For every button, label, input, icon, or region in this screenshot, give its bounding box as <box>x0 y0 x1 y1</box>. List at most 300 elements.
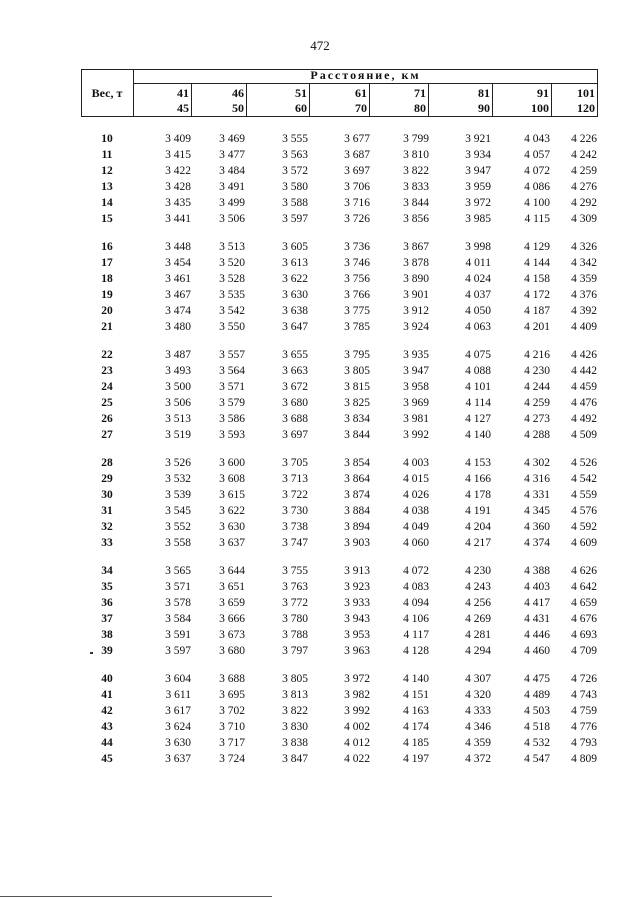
weight-cell: 17 <box>101 257 113 269</box>
rate-cell: 3 780 <box>282 613 308 625</box>
rate-cell: 3 591 <box>165 629 191 641</box>
weight-cell: 11 <box>101 149 113 161</box>
rate-cell: 3 630 <box>219 521 245 533</box>
rate-cell: 3 637 <box>219 537 245 549</box>
rate-cell: 3 597 <box>165 645 191 657</box>
rate-cell: 3 958 <box>403 381 429 393</box>
table-row <box>81 471 598 487</box>
rate-cell: 3 647 <box>282 321 308 333</box>
row-group <box>81 671 598 767</box>
rate-cell: 3 706 <box>344 181 370 193</box>
rate-cell: 4 509 <box>571 429 597 441</box>
rate-cell: 4 038 <box>403 505 429 517</box>
rate-cell: 3 613 <box>282 257 308 269</box>
row-group <box>81 563 598 659</box>
rate-cell: 3 500 <box>165 381 191 393</box>
rate-cell: 4 244 <box>524 381 550 393</box>
rate-cell: 3 830 <box>282 721 308 733</box>
rate-cell: 4 100 <box>524 197 550 209</box>
rate-cell: 3 441 <box>165 213 191 225</box>
rate-cell: 3 526 <box>165 457 191 469</box>
rate-cell: 4 276 <box>571 181 597 193</box>
rate-cell: 3 947 <box>403 365 429 377</box>
rate-cell: 3 487 <box>165 349 191 361</box>
weight-cell: 14 <box>101 197 113 209</box>
rate-cell: 4 392 <box>571 305 597 317</box>
rate-cell: 3 499 <box>219 197 245 209</box>
rate-cell: 3 480 <box>165 321 191 333</box>
rate-cell: 4 011 <box>465 257 491 269</box>
rate-cell: 3 630 <box>165 737 191 749</box>
rate-cell: 4 158 <box>524 273 550 285</box>
rate-cell: 3 998 <box>465 241 491 253</box>
rate-cell: 3 884 <box>344 505 370 517</box>
weight-cell: 28 <box>101 457 113 469</box>
rate-cell: 4 526 <box>571 457 597 469</box>
rate-cell: 4 809 <box>571 753 597 765</box>
rate-cell: 3 687 <box>344 149 370 161</box>
rate-cell: 4 609 <box>571 537 597 549</box>
rate-cell: 3 697 <box>344 165 370 177</box>
rate-cell: 3 688 <box>219 673 245 685</box>
rate-cell: 3 461 <box>165 273 191 285</box>
rate-cell: 4 086 <box>524 181 550 193</box>
rate-cell: 3 680 <box>219 645 245 657</box>
table-row <box>81 395 598 411</box>
rate-cell: 4 015 <box>403 473 429 485</box>
rate-cell: 3 934 <box>465 149 491 161</box>
rate-cell: 3 409 <box>165 133 191 145</box>
rate-cell: 3 834 <box>344 413 370 425</box>
table-row <box>81 319 598 335</box>
rate-cell: 3 717 <box>219 737 245 749</box>
rate-cell: 3 702 <box>219 705 245 717</box>
footer-rule <box>0 896 272 897</box>
rate-cell: 4 359 <box>465 737 491 749</box>
page-number: 472 <box>310 38 330 53</box>
table-row <box>81 703 598 719</box>
weight-cell: 12 <box>101 165 113 177</box>
rate-cell: 3 428 <box>165 181 191 193</box>
rate-cell: 3 972 <box>465 197 491 209</box>
rate-cell: 4 476 <box>571 397 597 409</box>
rate-cell: 3 637 <box>165 753 191 765</box>
rate-cell: 3 555 <box>282 133 308 145</box>
rate-cell: 4 743 <box>571 689 597 701</box>
rate-cell: 3 677 <box>344 133 370 145</box>
table-row <box>81 195 598 211</box>
rate-cell: 4 359 <box>571 273 597 285</box>
rate-cell: 4 281 <box>465 629 491 641</box>
rate-cell: 3 448 <box>165 241 191 253</box>
rate-cell: 4 117 <box>403 629 429 641</box>
rate-cell: 4 088 <box>465 365 491 377</box>
rate-cell: 3 571 <box>165 581 191 593</box>
table-row <box>81 751 598 767</box>
table-row <box>81 519 598 535</box>
rate-cell: 3 474 <box>165 305 191 317</box>
weight-cell: 25 <box>101 397 113 409</box>
rate-cell: 3 844 <box>403 197 429 209</box>
rate-cell: 4 072 <box>403 565 429 577</box>
weight-cell: 35 <box>101 581 113 593</box>
weight-cell: 29 <box>101 473 113 485</box>
rate-cell: 3 813 <box>282 689 308 701</box>
rate-cell: 3 422 <box>165 165 191 177</box>
rate-cell: 4 230 <box>465 565 491 577</box>
rate-cell: 4 346 <box>465 721 491 733</box>
weight-cell: 40 <box>101 673 113 685</box>
rate-cell: 3 822 <box>282 705 308 717</box>
rate-cell: 3 797 <box>282 645 308 657</box>
weight-cell: 39 <box>101 645 113 657</box>
rate-cell: 3 604 <box>165 673 191 685</box>
table-row <box>81 735 598 751</box>
rate-cell: 3 747 <box>282 537 308 549</box>
rate-cell: 3 673 <box>219 629 245 641</box>
weight-cell: 19 <box>101 289 113 301</box>
weight-cell: 37 <box>101 613 113 625</box>
table-row <box>81 611 598 627</box>
rate-cell: 4 726 <box>571 673 597 685</box>
rate-cell: 3 716 <box>344 197 370 209</box>
rate-cell: 4 043 <box>524 133 550 145</box>
weight-cell: 15 <box>101 213 113 225</box>
rate-cell: 4 012 <box>344 737 370 749</box>
rate-cell: 4 204 <box>465 521 491 533</box>
rate-cell: 4 294 <box>465 645 491 657</box>
weight-cell: 18 <box>101 273 113 285</box>
weight-cell: 31 <box>101 505 113 517</box>
rate-cell: 4 642 <box>571 581 597 593</box>
weight-cell: 22 <box>101 349 113 361</box>
rate-cell: 4 002 <box>344 721 370 733</box>
rate-cell: 4 475 <box>524 673 550 685</box>
rate-cell: 3 622 <box>219 505 245 517</box>
rate-cell: 3 943 <box>344 613 370 625</box>
rate-cell: 3 924 <box>403 321 429 333</box>
rate-cell: 4 409 <box>571 321 597 333</box>
rate-cell: 4 216 <box>524 349 550 361</box>
rate-cell: 3 923 <box>344 581 370 593</box>
rate-cell: 3 775 <box>344 305 370 317</box>
rate-cell: 3 484 <box>219 165 245 177</box>
rate-cell: 4 128 <box>403 645 429 657</box>
weight-cell: 24 <box>101 381 113 393</box>
weight-cell: 16 <box>101 241 113 253</box>
rate-cell: 3 844 <box>344 429 370 441</box>
rate-cell: 3 588 <box>282 197 308 209</box>
rate-cell: 3 535 <box>219 289 245 301</box>
rate-cell: 3 822 <box>403 165 429 177</box>
rate-cell: 3 467 <box>165 289 191 301</box>
rate-cell: 3 532 <box>165 473 191 485</box>
rate-cell: 3 953 <box>344 629 370 641</box>
rate-cell: 3 615 <box>219 489 245 501</box>
range-from: 41 <box>177 86 189 100</box>
rate-cell: 3 558 <box>165 537 191 549</box>
rate-cell: 4 376 <box>571 289 597 301</box>
rate-cell: 3 557 <box>219 349 245 361</box>
rate-cell: 3 854 <box>344 457 370 469</box>
freight-table-body <box>81 131 598 779</box>
rate-cell: 3 617 <box>165 705 191 717</box>
row-group <box>81 239 598 335</box>
rate-cell: 3 933 <box>344 597 370 609</box>
rate-cell: 3 584 <box>165 613 191 625</box>
rate-cell: 3 901 <box>403 289 429 301</box>
range-to: 100 <box>531 101 549 115</box>
rate-cell: 3 972 <box>344 673 370 685</box>
rate-cell: 4 403 <box>524 581 550 593</box>
row-group <box>81 347 598 443</box>
rate-cell: 3 736 <box>344 241 370 253</box>
table-row <box>81 287 598 303</box>
rate-cell: 3 724 <box>219 753 245 765</box>
range-from: 61 <box>355 86 367 100</box>
rate-cell: 4 309 <box>571 213 597 225</box>
rate-cell: 3 805 <box>344 365 370 377</box>
rate-cell: 4 057 <box>524 149 550 161</box>
rate-cell: 3 493 <box>165 365 191 377</box>
rate-cell: 3 513 <box>165 413 191 425</box>
table-row <box>81 687 598 703</box>
weight-cell: 20 <box>101 305 113 317</box>
rate-cell: 4 709 <box>571 645 597 657</box>
rate-cell: 4 693 <box>571 629 597 641</box>
rate-cell: 4 442 <box>571 365 597 377</box>
range-from: 71 <box>414 86 426 100</box>
rate-cell: 4 431 <box>524 613 550 625</box>
rate-cell: 3 746 <box>344 257 370 269</box>
rate-cell: 3 890 <box>403 273 429 285</box>
rate-cell: 3 959 <box>465 181 491 193</box>
range-from: 46 <box>232 86 244 100</box>
table-row <box>81 487 598 503</box>
rate-cell: 4 417 <box>524 597 550 609</box>
rate-cell: 4 460 <box>524 645 550 657</box>
rate-cell: 3 563 <box>282 149 308 161</box>
rate-cell: 3 663 <box>282 365 308 377</box>
rate-cell: 4 489 <box>524 689 550 701</box>
rate-cell: 3 805 <box>282 673 308 685</box>
rate-cell: 3 469 <box>219 133 245 145</box>
rate-cell: 3 608 <box>219 473 245 485</box>
rate-cell: 3 630 <box>282 289 308 301</box>
rate-cell: 4 626 <box>571 565 597 577</box>
table-row <box>81 255 598 271</box>
table-row <box>81 503 598 519</box>
rate-cell: 3 659 <box>219 597 245 609</box>
range-from: 81 <box>478 86 490 100</box>
rate-cell: 3 680 <box>282 397 308 409</box>
rate-cell: 4 259 <box>571 165 597 177</box>
rate-cell: 4 187 <box>524 305 550 317</box>
rate-cell: 3 772 <box>282 597 308 609</box>
rate-cell: 4 037 <box>465 289 491 301</box>
row-group <box>81 455 598 551</box>
rate-cell: 3 755 <box>282 565 308 577</box>
rate-cell: 3 552 <box>165 521 191 533</box>
rate-cell: 4 127 <box>465 413 491 425</box>
rate-cell: 3 597 <box>282 213 308 225</box>
rate-cell: 3 985 <box>465 213 491 225</box>
range-to: 90 <box>478 101 490 115</box>
rate-cell: 4 174 <box>403 721 429 733</box>
rate-cell: 3 947 <box>465 165 491 177</box>
weight-cell: 34 <box>101 565 113 577</box>
rate-cell: 3 579 <box>219 397 245 409</box>
rate-cell: 3 564 <box>219 365 245 377</box>
rate-cell: 4 333 <box>465 705 491 717</box>
table-row <box>81 627 598 643</box>
rate-cell: 3 903 <box>344 537 370 549</box>
weight-cell: 13 <box>101 181 113 193</box>
rate-cell: 3 672 <box>282 381 308 393</box>
margin-mark <box>90 652 93 654</box>
rate-cell: 4 163 <box>403 705 429 717</box>
rate-cell: 4 101 <box>465 381 491 393</box>
rate-cell: 3 415 <box>165 149 191 161</box>
rate-cell: 4 426 <box>571 349 597 361</box>
rate-cell: 3 912 <box>403 305 429 317</box>
rate-cell: 4 372 <box>465 753 491 765</box>
rate-cell: 3 722 <box>282 489 308 501</box>
rate-cell: 4 326 <box>571 241 597 253</box>
rate-cell: 3 710 <box>219 721 245 733</box>
table-row <box>81 719 598 735</box>
rate-cell: 4 201 <box>524 321 550 333</box>
rate-cell: 4 320 <box>465 689 491 701</box>
rate-cell: 3 454 <box>165 257 191 269</box>
rate-cell: 4 776 <box>571 721 597 733</box>
rate-cell: 4 075 <box>465 349 491 361</box>
rate-cell: 4 759 <box>571 705 597 717</box>
rate-cell: 3 520 <box>219 257 245 269</box>
weight-cell: 10 <box>101 133 113 145</box>
rate-cell: 3 878 <box>403 257 429 269</box>
rate-cell: 4 114 <box>465 397 491 409</box>
rate-cell: 4 185 <box>403 737 429 749</box>
rate-cell: 4 072 <box>524 165 550 177</box>
rate-cell: 3 688 <box>282 413 308 425</box>
rate-cell: 4 129 <box>524 241 550 253</box>
weight-cell: 43 <box>101 721 113 733</box>
rate-cell: 4 106 <box>403 613 429 625</box>
rate-cell: 3 730 <box>282 505 308 517</box>
rate-cell: 4 259 <box>524 397 550 409</box>
weight-cell: 38 <box>101 629 113 641</box>
table-row <box>81 411 598 427</box>
rate-cell: 4 226 <box>571 133 597 145</box>
rate-cell: 3 935 <box>403 349 429 361</box>
range-from: 101 <box>577 86 595 100</box>
table-row <box>81 147 598 163</box>
rate-cell: 3 847 <box>282 753 308 765</box>
rate-cell: 3 644 <box>219 565 245 577</box>
table-row <box>81 427 598 443</box>
weight-cell: 26 <box>101 413 113 425</box>
table-row <box>81 179 598 195</box>
rate-cell: 3 815 <box>344 381 370 393</box>
rate-cell: 4 115 <box>524 213 550 225</box>
rate-cell: 3 856 <box>403 213 429 225</box>
rate-cell: 3 593 <box>219 429 245 441</box>
rate-cell: 4 532 <box>524 737 550 749</box>
table-row <box>81 239 598 255</box>
rate-cell: 4 060 <box>403 537 429 549</box>
rate-cell: 3 766 <box>344 289 370 301</box>
rate-cell: 3 666 <box>219 613 245 625</box>
rate-cell: 3 697 <box>282 429 308 441</box>
rate-cell: 4 492 <box>571 413 597 425</box>
rate-cell: 4 256 <box>465 597 491 609</box>
table-row <box>81 347 598 363</box>
rate-cell: 3 565 <box>165 565 191 577</box>
rate-cell: 3 833 <box>403 181 429 193</box>
rate-cell: 3 611 <box>165 689 191 701</box>
rate-cell: 3 763 <box>282 581 308 593</box>
rate-cell: 3 838 <box>282 737 308 749</box>
range-to: 70 <box>355 101 367 115</box>
rate-cell: 3 435 <box>165 197 191 209</box>
rate-cell: 3 571 <box>219 381 245 393</box>
rate-cell: 3 651 <box>219 581 245 593</box>
rate-cell: 4 230 <box>524 365 550 377</box>
rate-cell: 3 695 <box>219 689 245 701</box>
rate-cell: 3 874 <box>344 489 370 501</box>
rate-cell: 3 655 <box>282 349 308 361</box>
weight-cell: 44 <box>101 737 113 749</box>
rate-cell: 4 292 <box>571 197 597 209</box>
rate-cell: 3 491 <box>219 181 245 193</box>
rate-cell: 4 316 <box>524 473 550 485</box>
weight-cell: 23 <box>101 365 113 377</box>
rate-cell: 4 676 <box>571 613 597 625</box>
rate-cell: 4 288 <box>524 429 550 441</box>
range-from: 51 <box>295 86 307 100</box>
rate-cell: 3 738 <box>282 521 308 533</box>
rate-cell: 3 542 <box>219 305 245 317</box>
weight-column-label: Вес, т <box>91 85 123 100</box>
table-row <box>81 363 598 379</box>
rate-cell: 4 026 <box>403 489 429 501</box>
rate-cell: 3 867 <box>403 241 429 253</box>
rate-cell: 3 992 <box>344 705 370 717</box>
rate-cell: 4 094 <box>403 597 429 609</box>
weight-cell: 21 <box>101 321 113 333</box>
range-to: 120 <box>577 101 595 115</box>
rate-cell: 4 166 <box>465 473 491 485</box>
range-to: 80 <box>414 101 426 115</box>
range-to: 50 <box>232 101 244 115</box>
rate-cell: 4 063 <box>465 321 491 333</box>
rate-cell: 4 302 <box>524 457 550 469</box>
weight-cell: 27 <box>101 429 113 441</box>
table-row <box>81 579 598 595</box>
weight-cell: 30 <box>101 489 113 501</box>
table-row <box>81 271 598 287</box>
rate-cell: 4 374 <box>524 537 550 549</box>
range-to: 60 <box>295 101 307 115</box>
rate-cell: 4 518 <box>524 721 550 733</box>
rate-cell: 3 506 <box>219 213 245 225</box>
weight-cell: 33 <box>101 537 113 549</box>
range-from: 91 <box>537 86 549 100</box>
rate-cell: 4 191 <box>465 505 491 517</box>
rate-cell: 3 969 <box>403 397 429 409</box>
rate-cell: 3 726 <box>344 213 370 225</box>
